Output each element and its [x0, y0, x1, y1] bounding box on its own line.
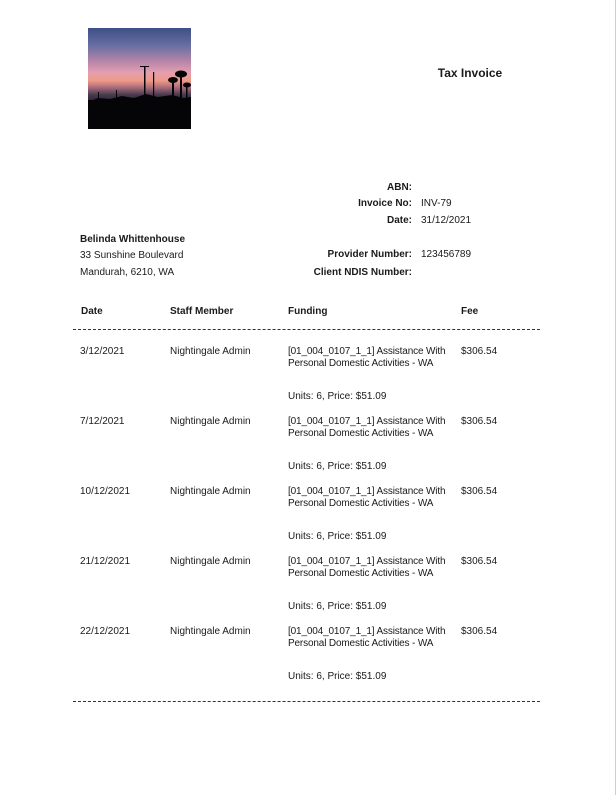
row-funding: [01_004_0107_1_1] Assistance With Personal Domestic Activities - WA	[288, 416, 446, 439]
row-staff: Nightingale Admin	[170, 416, 251, 427]
company-logo	[88, 28, 191, 129]
client-name: Belinda Whittenhouse	[80, 234, 185, 245]
invoice-number-value: INV-79	[421, 198, 452, 209]
table-footer-divider	[73, 701, 540, 702]
row-units: Units: 6, Price: $51.09	[288, 601, 387, 612]
table-row	[0, 416, 616, 486]
row-fee: $306.54	[461, 416, 498, 427]
row-fee: $306.54	[461, 626, 498, 637]
row-staff: Nightingale Admin	[170, 486, 251, 497]
invoice-number-label: Invoice No:	[358, 198, 412, 209]
invoice-date-label: Date:	[386, 215, 412, 226]
column-header-funding: Funding	[288, 306, 328, 317]
table-row	[0, 346, 616, 416]
abn-label: ABN:	[387, 182, 412, 193]
row-staff: Nightingale Admin	[170, 626, 251, 637]
provider-number-value: 123456789	[421, 249, 472, 260]
row-funding: [01_004_0107_1_1] Assistance With Personal Domestic Activities - WA	[288, 486, 446, 509]
table-row	[0, 556, 616, 626]
row-fee: $306.54	[461, 486, 498, 497]
row-date: 10/12/2021	[80, 486, 131, 497]
client-ndis-number-label: Client NDIS Number:	[313, 267, 412, 278]
row-units: Units: 6, Price: $51.09	[288, 391, 387, 402]
header-divider	[73, 329, 540, 330]
row-funding: [01_004_0107_1_1] Assistance With Personal Domestic Activities - WA	[288, 346, 446, 369]
row-funding: [01_004_0107_1_1] Assistance With Personal Domestic Activities - WA	[288, 626, 446, 649]
row-date: 7/12/2021	[80, 416, 125, 427]
provider-number-label: Provider Number:	[327, 249, 412, 260]
row-fee: $306.54	[461, 556, 498, 567]
row-fee: $306.54	[461, 346, 498, 357]
row-staff: Nightingale Admin	[170, 556, 251, 567]
row-funding: [01_004_0107_1_1] Assistance With Personal Domestic Activities - WA	[288, 556, 446, 579]
table-row	[0, 486, 616, 556]
column-header-staff: Staff Member	[170, 306, 234, 317]
row-date: 22/12/2021	[80, 626, 131, 637]
row-date: 21/12/2021	[80, 556, 131, 567]
row-date: 3/12/2021	[80, 346, 125, 357]
row-staff: Nightingale Admin	[170, 346, 251, 357]
sunset-photo	[88, 28, 191, 129]
client-address-line2: Mandurah, 6210, WA	[80, 267, 175, 278]
invoice-date-value: 31/12/2021	[421, 215, 472, 226]
row-units: Units: 6, Price: $51.09	[288, 671, 387, 682]
page-title: Tax Invoice	[437, 66, 503, 80]
row-units: Units: 6, Price: $51.09	[288, 531, 387, 542]
column-header-date: Date	[81, 306, 103, 317]
row-units: Units: 6, Price: $51.09	[288, 461, 387, 472]
table-row	[0, 626, 616, 696]
client-address-line1: 33 Sunshine Boulevard	[80, 250, 184, 261]
column-header-fee: Fee	[461, 306, 479, 317]
